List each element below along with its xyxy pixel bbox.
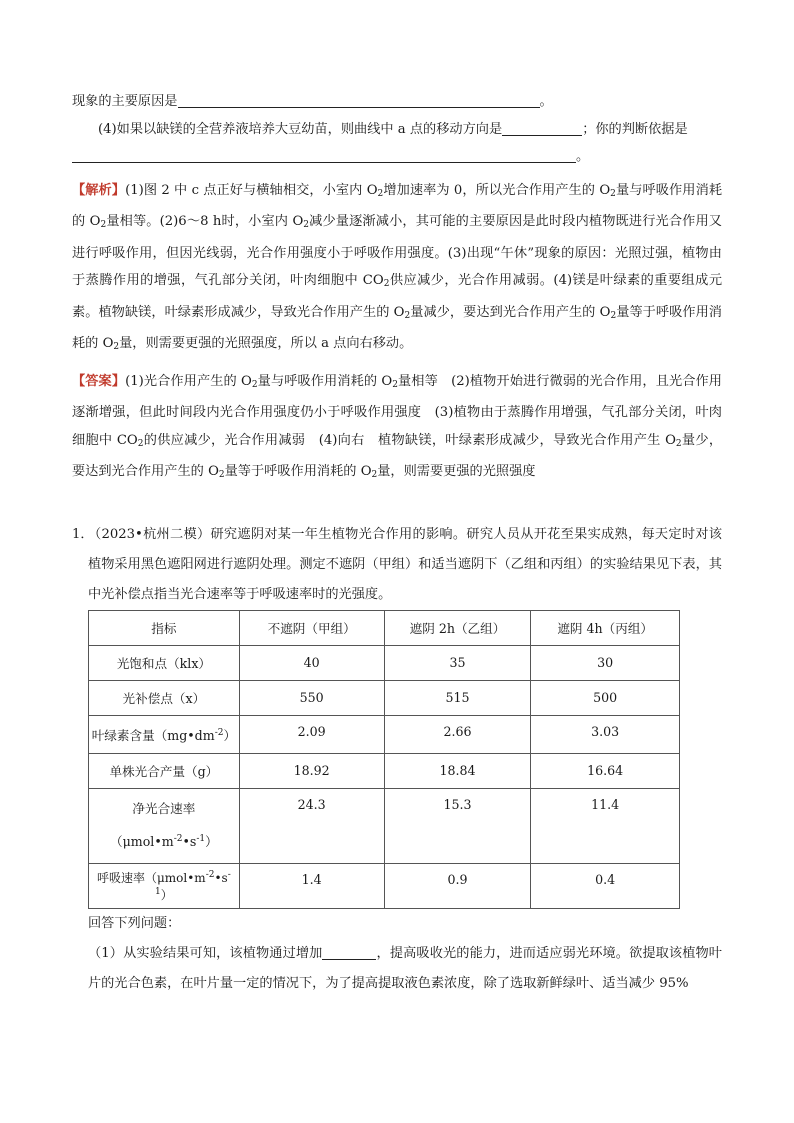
answer-blank[interactable] (178, 91, 540, 108)
answer-tag: 【答案】 (72, 373, 126, 389)
superscript: -2 (173, 834, 183, 844)
text: (4)如果以缺镁的全营养液培养大豆幼苗，则曲线中 a 点的移动方向是 (98, 121, 503, 137)
table-cell: 光补偿点（x） (89, 680, 240, 715)
analysis-tag: 【解析】 (72, 182, 126, 198)
text: ） (223, 727, 237, 743)
table-cell (89, 788, 240, 863)
analysis-paragraph (72, 177, 722, 362)
subscript: 2 (218, 470, 225, 480)
subscript: 2 (610, 188, 616, 199)
text: 量等于呼吸作用消耗的 O (224, 464, 372, 479)
subscript: 2 (383, 279, 390, 289)
subscript: 2 (303, 220, 309, 230)
table-cell: 2.09 (239, 715, 384, 753)
table-cell: 单株光合产量（g） (89, 753, 240, 788)
question-1 (72, 520, 722, 610)
table-cell: 515 (384, 680, 531, 715)
text: （1）从实验结果可知，该植物通过增加 (88, 945, 323, 961)
table-header: 不遮阴（甲组） (239, 610, 384, 645)
subscript: 2 (610, 310, 617, 321)
table-cell: 500 (531, 680, 680, 715)
text: •s (214, 870, 228, 885)
table-cell: 18.92 (239, 753, 384, 788)
superscript: -1 (196, 834, 206, 844)
prev-question-line3 (72, 143, 722, 171)
prev-question-line1 (72, 88, 722, 116)
answer-paragraph (72, 368, 722, 490)
text: •s (182, 834, 197, 849)
text: 现象的主要原因是 (72, 94, 178, 109)
text: ，提高吸收光的能力，进而适应弱光环境。欲提取该植物叶片的光合色素，在叶片量一定的情况下，为了提高提取液色素浓度，除了选取新鲜绿叶、适当减少 95% (88, 945, 722, 991)
question-number: 1． (72, 526, 94, 542)
answer-blank[interactable] (502, 119, 582, 136)
text: 量相等 (2)植物开始进行微弱的光合作用，且光合作用逐渐增强，但此时间段内光合作用强度仍小于呼吸作用强度 (3)植物由于蒸腾作用增强，气孔部分关闭，叶肉细胞中 CO (72, 373, 722, 448)
text: 增加速率为 0，所以光合作用产生的 O (383, 182, 611, 198)
text: 叶绿素含量（mg•dm (91, 727, 215, 743)
text: 量，则需要更强的光照强度 (377, 464, 536, 479)
question-stem: （2023•杭州二模）研究遮阴对某一年生植物光合作用的影响。研究人员从开花至果实成熟，每天定时对该植物采用黑色遮阳网进行遮阴处理。测定不遮阴（甲组）和适当遮阴下（乙组和丙组）的实验结果见下表，其中光补偿点指当光合速率等于呼吸速率时的光强度。 (88, 526, 722, 602)
text: 量相等。(2)6～8 h时，小室内 O (106, 214, 304, 229)
table-row (89, 645, 680, 680)
table-row (89, 680, 680, 715)
text: 量等于呼吸作用消耗的 O (72, 304, 722, 351)
superscript: -1 (155, 869, 231, 897)
subscript: 2 (113, 342, 120, 352)
table-header: 指标 (89, 610, 240, 645)
answer-blank[interactable] (72, 146, 576, 163)
text: 的供应减少，光合作用减弱 (4)向右 植物缺镁，叶绿素形成减少，导致光合作用产生 O (143, 432, 676, 448)
table-cell: 16.64 (531, 753, 680, 788)
table-cell: 15.3 (384, 788, 531, 863)
table-cell: 24.3 (239, 788, 384, 863)
subscript: 2 (675, 438, 682, 449)
subscript: 2 (392, 379, 398, 390)
prev-question-q4 (72, 116, 722, 144)
table-row (89, 715, 680, 753)
text: (1)图 2 中 c 点正好与横轴相交，小室内 O (125, 182, 378, 198)
table-cell: 18.84 (384, 753, 531, 788)
table-cell: 550 (239, 680, 384, 715)
text: 净光合速率 (132, 801, 196, 816)
results-table (88, 610, 680, 909)
table-cell (89, 715, 240, 753)
questions-prompt: 回答下列问题： (88, 915, 181, 931)
table-cell: 光饱和点（klx） (89, 645, 240, 680)
text: ） (160, 887, 173, 902)
text: 量与呼吸作用消耗的 O (72, 182, 723, 229)
table-cell: 35 (384, 645, 531, 680)
subscript: 2 (137, 438, 144, 449)
subscript: 2 (371, 470, 378, 480)
table-header-row (89, 610, 680, 645)
subscript: 2 (404, 310, 411, 321)
table-row (89, 863, 680, 908)
table-cell: 40 (239, 645, 384, 680)
sub-question-1 (72, 939, 722, 999)
superscript: -2 (205, 869, 215, 880)
text: 减少量逐渐减小，其可能的主要原因是此时段内植物既进行光合作用又进行呼吸作用，但因光线弱，光合作用强度小于呼吸作用强度。(3)出现“午休”现象的原因：光照过强，植物由于蒸腾作用的增强，气孔部分关闭，叶肉细胞中 CO (72, 214, 722, 288)
superscript: -2 (214, 727, 224, 738)
table-cell: 0.9 (384, 863, 531, 908)
text: 供应减少，光合作用减弱。(4)镁是叶绿素的重要组成元素。植物缺镁，叶绿素形成减少，导致光合作用产生的 O (72, 273, 723, 320)
table-cell: 30 (531, 645, 680, 680)
page (72, 88, 722, 999)
subscript: 2 (251, 379, 258, 390)
text: 。 (539, 94, 553, 109)
text: 量，则需要更强的光照强度，所以 a 点向右移动。 (119, 336, 413, 351)
text: （μmol•m (109, 834, 174, 849)
text: 量减少，要达到光合作用产生的 O (410, 304, 611, 320)
subscript: 2 (100, 220, 107, 230)
text: ；你的判断依据是 (582, 121, 688, 137)
table-cell: 2.66 (384, 715, 531, 753)
subscript: 2 (377, 188, 384, 199)
text: (1)光合作用产生的 O (125, 373, 252, 389)
table-row (89, 753, 680, 788)
text: 量与呼吸作用消耗的 O (257, 373, 393, 389)
table-cell: 1.4 (239, 863, 384, 908)
text: 。 (576, 149, 590, 164)
table-cell: 3.03 (531, 715, 680, 753)
table-cell: 11.4 (531, 788, 680, 863)
text: 呼吸速率（μmol•m (96, 870, 206, 885)
table-header: 遮阴 2h（乙组） (384, 610, 531, 645)
table-cell (89, 863, 240, 908)
table-cell: 0.4 (531, 863, 680, 908)
text (91, 824, 237, 857)
answer-blank[interactable] (322, 943, 376, 960)
text: ） (205, 834, 218, 849)
table-row (89, 788, 680, 863)
table-header: 遮阴 4h（丙组） (531, 610, 680, 645)
text: 量少，要达到光合作用产生的 O (72, 432, 723, 479)
